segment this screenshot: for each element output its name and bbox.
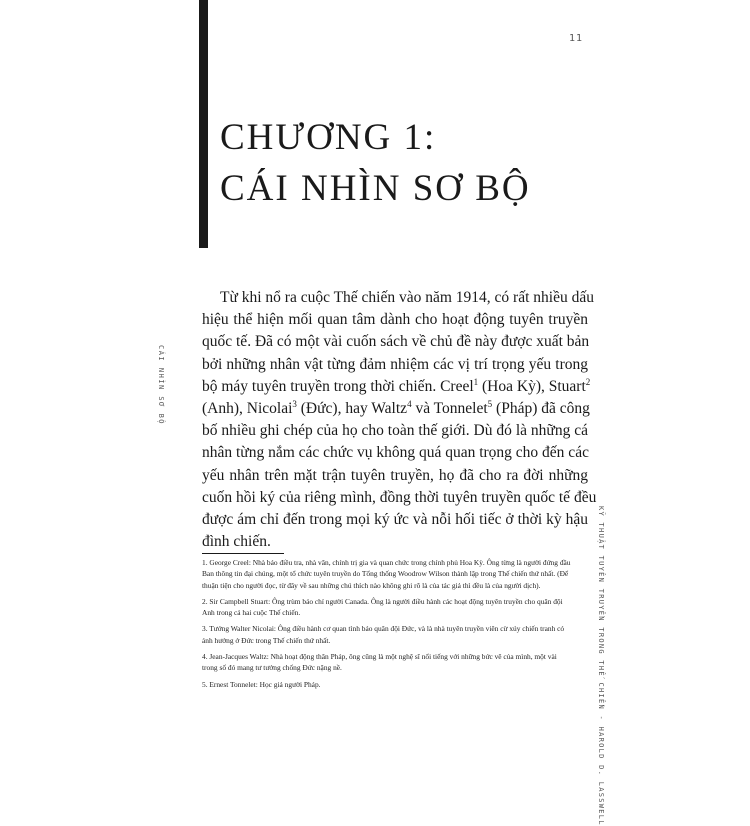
body-text: Từ khi nổ ra cuộc Thế chiến vào năm 1914, có rất nhiều dấu: [220, 289, 594, 306]
body-line: [202, 309, 588, 331]
chapter-title: [220, 112, 531, 214]
footnotes: [202, 557, 592, 695]
body-text: đình chiến.: [202, 533, 271, 551]
footnote-3: [202, 623, 592, 646]
footnote-ref[interactable]: 4: [407, 398, 412, 409]
footnote-text: thuận tiện cho người đọc, từ đây về sau những chú thích nào không ghi rõ là của tác giả thì đều là của người dịch).: [202, 580, 541, 590]
chapter-title-bar: [199, 0, 208, 248]
page-number: 11: [569, 33, 584, 44]
body-line: [202, 487, 597, 509]
body-text: bởi những nhân vật từng đảm nhiệm các vị trí trọng yếu trong: [202, 355, 588, 373]
body-text: quốc tế. Đã có một vài cuốn sách về chủ đề này được xuất bản: [202, 333, 590, 351]
footnote-text: ảnh hưởng ở Đức trong Thế chiến thứ nhất.: [202, 635, 331, 645]
footnote-ref[interactable]: 1: [473, 376, 479, 387]
body-text: (Đức), hay Waltz: [296, 400, 408, 418]
body-text: bộ máy tuyên truyền trong thời chiến. Creel: [202, 377, 474, 395]
body-paragraph: [202, 287, 597, 553]
footnote-text: trong số đó mang tư tưởng chống Đức nặng nề.: [202, 663, 342, 673]
body-line: [202, 420, 588, 442]
footnote-text: 2. Sir Campbell Stuart: Ông trùm báo chí người Canada. Ông là người điều hành các hoạt động tuyên truyền cho quân đội: [202, 596, 563, 606]
body-text: nhân từng nắm các chức vụ không quá quan trọng cho đến các: [202, 444, 589, 462]
body-line: [202, 465, 588, 487]
body-text: bố nhiều ghi chép của họ cho toàn thế giới. Dù đó là những cá: [202, 422, 588, 440]
body-text: yếu nhân trên mặt trận tuyên truyền, họ đã cho ra đời những: [202, 466, 588, 484]
footnote-divider: [202, 553, 284, 554]
body-line: [202, 376, 591, 398]
body-line: [202, 509, 588, 531]
footnote-ref[interactable]: 5: [487, 398, 493, 409]
footnote-5: [202, 679, 592, 690]
body-text: (Anh), Nicolai: [202, 400, 293, 418]
footnote-1: [202, 557, 592, 591]
body-line: [202, 287, 594, 309]
footnote-text: 5. Ernest Tonnelet: Học giả người Pháp.: [202, 679, 321, 689]
footnote-text: 4. Jean-Jacques Waltz: Nhà hoạt động thân Pháp, ông cũng là một nghệ sĩ nổi tiếng với những bức vẽ của mình, một vài: [202, 652, 557, 662]
body-line: [202, 442, 588, 464]
footnote-text: Anh trong cả hai cuộc Thế chiến.: [202, 608, 301, 618]
body-text: (Pháp) đã công: [492, 400, 590, 418]
body-text: và Tonnelet: [411, 400, 488, 418]
running-header-chapter: CÁI NHÌN SƠ BỘ: [157, 345, 165, 426]
body-text: (Hoa Kỳ), Stuart: [478, 377, 586, 395]
footnote-text: Ban thông tin đại chúng, một tổ chức tuyên truyền do Tổng thống Woodrow Wilson thành lập trong Thế chiến thứ nhất. (Để: [202, 569, 569, 579]
body-text: được ám chỉ đến trong mọi ký ức và nỗi hối tiếc ở thời kỳ hậu: [202, 511, 588, 529]
footnote-text: 1. George Creel: Nhà báo điều tra, nhà văn, chính trị gia và quan chức trong chính phủ Hoa Kỳ. Ông từng là người đứng đầu: [202, 558, 571, 567]
body-text: hiệu thể hiện mối quan tâm dành cho hoạt động tuyên truyền: [202, 311, 588, 329]
footnote-ref[interactable]: 2: [585, 376, 591, 387]
footnote-4: [202, 651, 592, 674]
footnote-text: 3. Tướng Walter Nicolai: Ông điều hành cơ quan tình báo quân đội Đức, và là nhà tuyên truyền viên cừ xúy chiến tranh có: [202, 624, 565, 634]
running-header-book: KỸ THUẬT TUYÊN TRUYỀN TRONG THẾ CHIẾN - HAROLD D. LASSWELL: [597, 506, 605, 826]
body-line: [202, 531, 588, 553]
footnote-2: [202, 596, 592, 619]
body-text: cuốn hồi ký của riêng mình, đồng thời tuyên truyền quốc tế đều: [202, 488, 597, 506]
chapter-title-line-1: CHƯƠNG 1:: [220, 117, 437, 158]
body-line: [202, 331, 588, 353]
chapter-title-line-2: CÁI NHÌN SƠ BỘ: [220, 168, 531, 209]
body-line: [202, 354, 588, 376]
body-line: [202, 398, 588, 420]
footnote-ref[interactable]: 3: [292, 398, 297, 409]
